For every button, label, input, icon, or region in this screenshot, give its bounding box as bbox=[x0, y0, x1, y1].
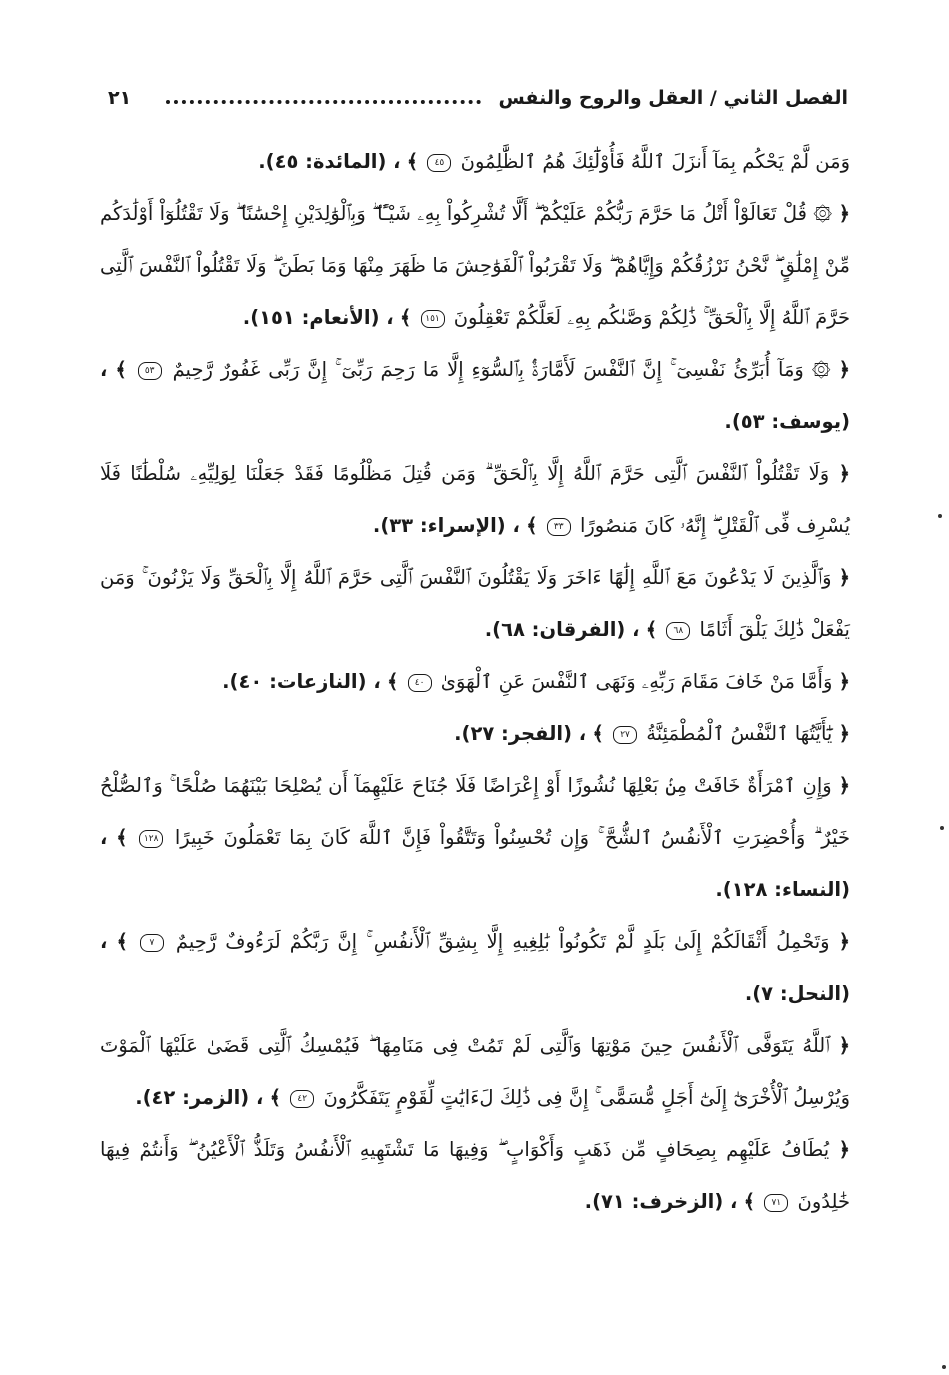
surah-reference: ، (الفرقان: ٦٨). bbox=[484, 618, 640, 641]
ayah-number-marker: ٧١ bbox=[764, 1194, 788, 1212]
margin-mark bbox=[940, 826, 944, 830]
surah-reference: ، (الإسراء: ٣٣). bbox=[372, 514, 520, 537]
verse-paragraph bbox=[100, 188, 850, 344]
verse-text: وَتَحْمِلُ أَثْقَالَكُمْ إِلَىٰ بَلَدٍ لَّمْ تَكُونُواْ بَٰلِغِيهِ إِلَّا بِشِقِّ ٱلْأَنفُسِ ۚ إِنَّ رَبَّكُمْ لَرَءُوفٌ رَّحِيمٌ bbox=[175, 930, 830, 953]
margin-mark bbox=[938, 514, 942, 518]
ayah-number-marker: ٦٨ bbox=[666, 622, 690, 640]
verse-close-bracket: ﴾ bbox=[526, 514, 538, 537]
ayah-number-marker: ٣٣ bbox=[547, 518, 571, 536]
surah-reference: ، (النساء: ١٢٨). bbox=[100, 826, 850, 901]
ayah-number-marker: ٧ bbox=[140, 934, 164, 952]
verse-close-bracket: ﴾ bbox=[115, 358, 127, 381]
verse-close-bracket: ﴾ bbox=[645, 618, 658, 641]
verse-text: يَٰٓأَيَّتُهَا ٱلنَّفْسُ ٱلْمُطْمَئِنَّةُ bbox=[646, 722, 833, 745]
verse-open-bracket: ﴿ bbox=[838, 202, 850, 225]
verse-close-bracket: ﴾ bbox=[743, 1190, 756, 1213]
verse-text: وَلَا تَقْتُلُواْ ٱلنَّفْسَ ٱلَّتِى حَرَّمَ ٱللَّهُ إِلَّا بِٱلْحَقِّ ۗ وَمَن قُتِلَ مَظْلُومًا فَقَدْ جَعَلْنَا لِوَلِيِّهِۦ سُلْطَٰنًا فَلَا يُسْرِف فِّى ٱلْقَتْلِ ۖ إِنَّهُۥ كَانَ مَنصُورًا bbox=[100, 462, 850, 537]
surah-reference: ، (الزمر: ٤٢). bbox=[135, 1086, 264, 1109]
verse-open-bracket: ﴿ bbox=[838, 670, 850, 693]
chapter-title: الفصل الثاني / العقل والروح والنفس bbox=[498, 87, 848, 109]
verse-close-bracket: ﴾ bbox=[116, 826, 128, 849]
verse-text: يُطَافُ عَلَيْهِم بِصِحَافٍ مِّن ذَهَبٍ وَأَكْوَابٍ ۖ وَفِيهَا مَا تَشْتَهِيهِ ٱلْأَنفُسُ وَتَلَذُّ ٱلْأَعْيُنُ ۖ وَأَنتُمْ فِيهَا خَٰلِدُونَ bbox=[100, 1138, 850, 1213]
verse-close-bracket: ﴾ bbox=[386, 670, 399, 693]
verse-open-bracket: ﴿ bbox=[838, 930, 850, 953]
verse-open-bracket: ﴿ bbox=[838, 722, 850, 745]
verse-paragraph bbox=[100, 656, 850, 708]
surah-reference: ، (الأنعام: ١٥١). bbox=[242, 306, 394, 329]
verse-paragraph bbox=[100, 136, 850, 188]
surah-reference: ، (يوسف: ٥٣). bbox=[100, 358, 850, 433]
verse-close-bracket: ﴾ bbox=[399, 306, 412, 329]
verse-open-bracket: ﴿ bbox=[838, 358, 851, 381]
ayah-number-marker: ٤٠ bbox=[408, 674, 432, 692]
page-number: ٢١ bbox=[108, 87, 132, 109]
surah-reference: ، (النحل: ٧). bbox=[100, 930, 850, 1005]
verse-text: ۞ قُلْ تَعَالَوْاْ أَتْلُ مَا حَرَّمَ رَبُّكُمْ عَلَيْكُمْ ۖ أَلَّا تُشْرِكُواْ بِهِۦ شَيْـًٔا ۖ وَبِٱلْوَٰلِدَيْنِ إِحْسَٰنًا ۖ وَلَا تَقْتُلُوٓاْ أَوْلَٰدَكُم مِّنْ إِمْلَٰقٍ ۖ نَّحْنُ نَرْزُقُكُمْ وَإِيَّاهُمْ ۖ وَلَا تَقْرَبُواْ ٱلْفَوَٰحِشَ مَا ظَهَرَ مِنْهَا وَمَا بَطَنَ ۖ وَلَا تَقْتُلُواْ ٱلنَّفْسَ ٱلَّتِى حَرَّمَ ٱللَّهُ إِلَّا بِٱلْحَقِّ ۚ ذَٰلِكُمْ وَصَّىٰكُم بِهِۦ لَعَلَّكُمْ تَعْقِلُونَ bbox=[100, 202, 850, 329]
surah-reference: ، (النازعات: ٤٠). bbox=[222, 670, 381, 693]
ayah-number-marker: ٥٣ bbox=[138, 362, 162, 380]
verse-paragraph bbox=[100, 448, 850, 552]
margin-mark bbox=[942, 1365, 946, 1369]
verse-open-bracket: ﴿ bbox=[838, 462, 850, 485]
surah-reference: ، (الزخرف: ٧١). bbox=[584, 1190, 738, 1213]
verse-open-bracket: ﴿ bbox=[838, 566, 850, 589]
verse-paragraph bbox=[100, 1020, 850, 1124]
verse-paragraph bbox=[100, 344, 850, 448]
verse-text: ٱللَّهُ يَتَوَفَّى ٱلْأَنفُسَ حِينَ مَوْتِهَا وَٱلَّتِى لَمْ تَمُتْ فِى مَنَامِهَا ۖ فَيُمْسِكُ ٱلَّتِى قَضَىٰ عَلَيْهَا ٱلْمَوْتَ وَيُرْسِلُ ٱلْأُخْرَىٰٓ إِلَىٰٓ أَجَلٍ مُّسَمًّى ۚ إِنَّ فِى ذَٰلِكَ لَءَايَٰتٍ لِّقَوْمٍ يَتَفَكَّرُونَ bbox=[100, 1034, 850, 1109]
verse-close-bracket: ﴾ bbox=[406, 150, 419, 173]
page-header bbox=[108, 78, 848, 118]
ayah-number-marker: ١٢٨ bbox=[139, 830, 163, 848]
header-dotted-leader bbox=[166, 100, 481, 104]
surah-reference: ، (المائدة: ٤٥). bbox=[258, 150, 401, 173]
verse-close-bracket: ﴾ bbox=[269, 1086, 282, 1109]
verse-text: ۞ وَمَآ أُبَرِّئُ نَفْسِىٓ ۚ إِنَّ ٱلنَّفْسَ لَأَمَّارَةٌۢ بِٱلسُّوٓءِ إِلَّا مَا رَحِمَ رَبِّىٓ ۚ إِنَّ رَبِّى غَفُورٌ رَّحِيمٌ bbox=[172, 358, 831, 381]
verse-open-bracket: ﴿ bbox=[838, 774, 850, 797]
verse-close-bracket: ﴾ bbox=[116, 930, 128, 953]
verse-text: وَٱلَّذِينَ لَا يَدْعُونَ مَعَ ٱللَّهِ إِلَٰهًا ءَاخَرَ وَلَا يَقْتُلُونَ ٱلنَّفْسَ ٱلَّتِى حَرَّمَ ٱللَّهُ إِلَّا بِٱلْحَقِّ وَلَا يَزْنُونَ ۚ وَمَن يَفْعَلْ ذَٰلِكَ يَلْقَ أَثَامًا bbox=[100, 566, 850, 641]
verse-open-bracket: ﴿ bbox=[838, 1034, 850, 1057]
ayah-number-marker: ١٥١ bbox=[421, 310, 445, 328]
ayah-number-marker: ٢٧ bbox=[613, 726, 637, 744]
surah-reference: ، (الفجر: ٢٧). bbox=[454, 722, 587, 745]
ayah-number-marker: ٤٥ bbox=[427, 154, 451, 172]
verse-text: وَإِنِ ٱمْرَأَةٌ خَافَتْ مِنۢ بَعْلِهَا نُشُوزًا أَوْ إِعْرَاضًا فَلَا جُنَاحَ عَلَيْهِمَآ أَن يُصْلِحَا بَيْنَهُمَا صُلْحًا ۚ وَٱلصُّلْحُ خَيْرٌ ۗ وَأُحْضِرَتِ ٱلْأَنفُسُ ٱلشُّحَّ ۚ وَإِن تُحْسِنُواْ وَتَتَّقُواْ فَإِنَّ ٱللَّهَ كَانَ بِمَا تَعْمَلُونَ خَبِيرًا bbox=[100, 774, 850, 849]
ayah-number-marker: ٤٢ bbox=[290, 1090, 314, 1108]
verse-paragraph bbox=[100, 552, 850, 656]
verse-paragraph bbox=[100, 708, 850, 760]
verse-paragraph bbox=[100, 916, 850, 1020]
verses-body bbox=[100, 136, 850, 1228]
verse-paragraph bbox=[100, 1124, 850, 1228]
verse-paragraph bbox=[100, 760, 850, 916]
verse-close-bracket: ﴾ bbox=[592, 722, 604, 745]
verse-text: وَأَمَّا مَنْ خَافَ مَقَامَ رَبِّهِۦ وَنَهَى ٱلنَّفْسَ عَنِ ٱلْهَوَىٰ bbox=[440, 670, 833, 693]
verse-open-bracket: ﴿ bbox=[838, 1138, 851, 1161]
verse-text: وَمَن لَّمْ يَحْكُم بِمَآ أَنزَلَ ٱللَّهُ فَأُوْلَٰٓئِكَ هُمُ ٱلظَّٰلِمُونَ bbox=[460, 150, 850, 173]
